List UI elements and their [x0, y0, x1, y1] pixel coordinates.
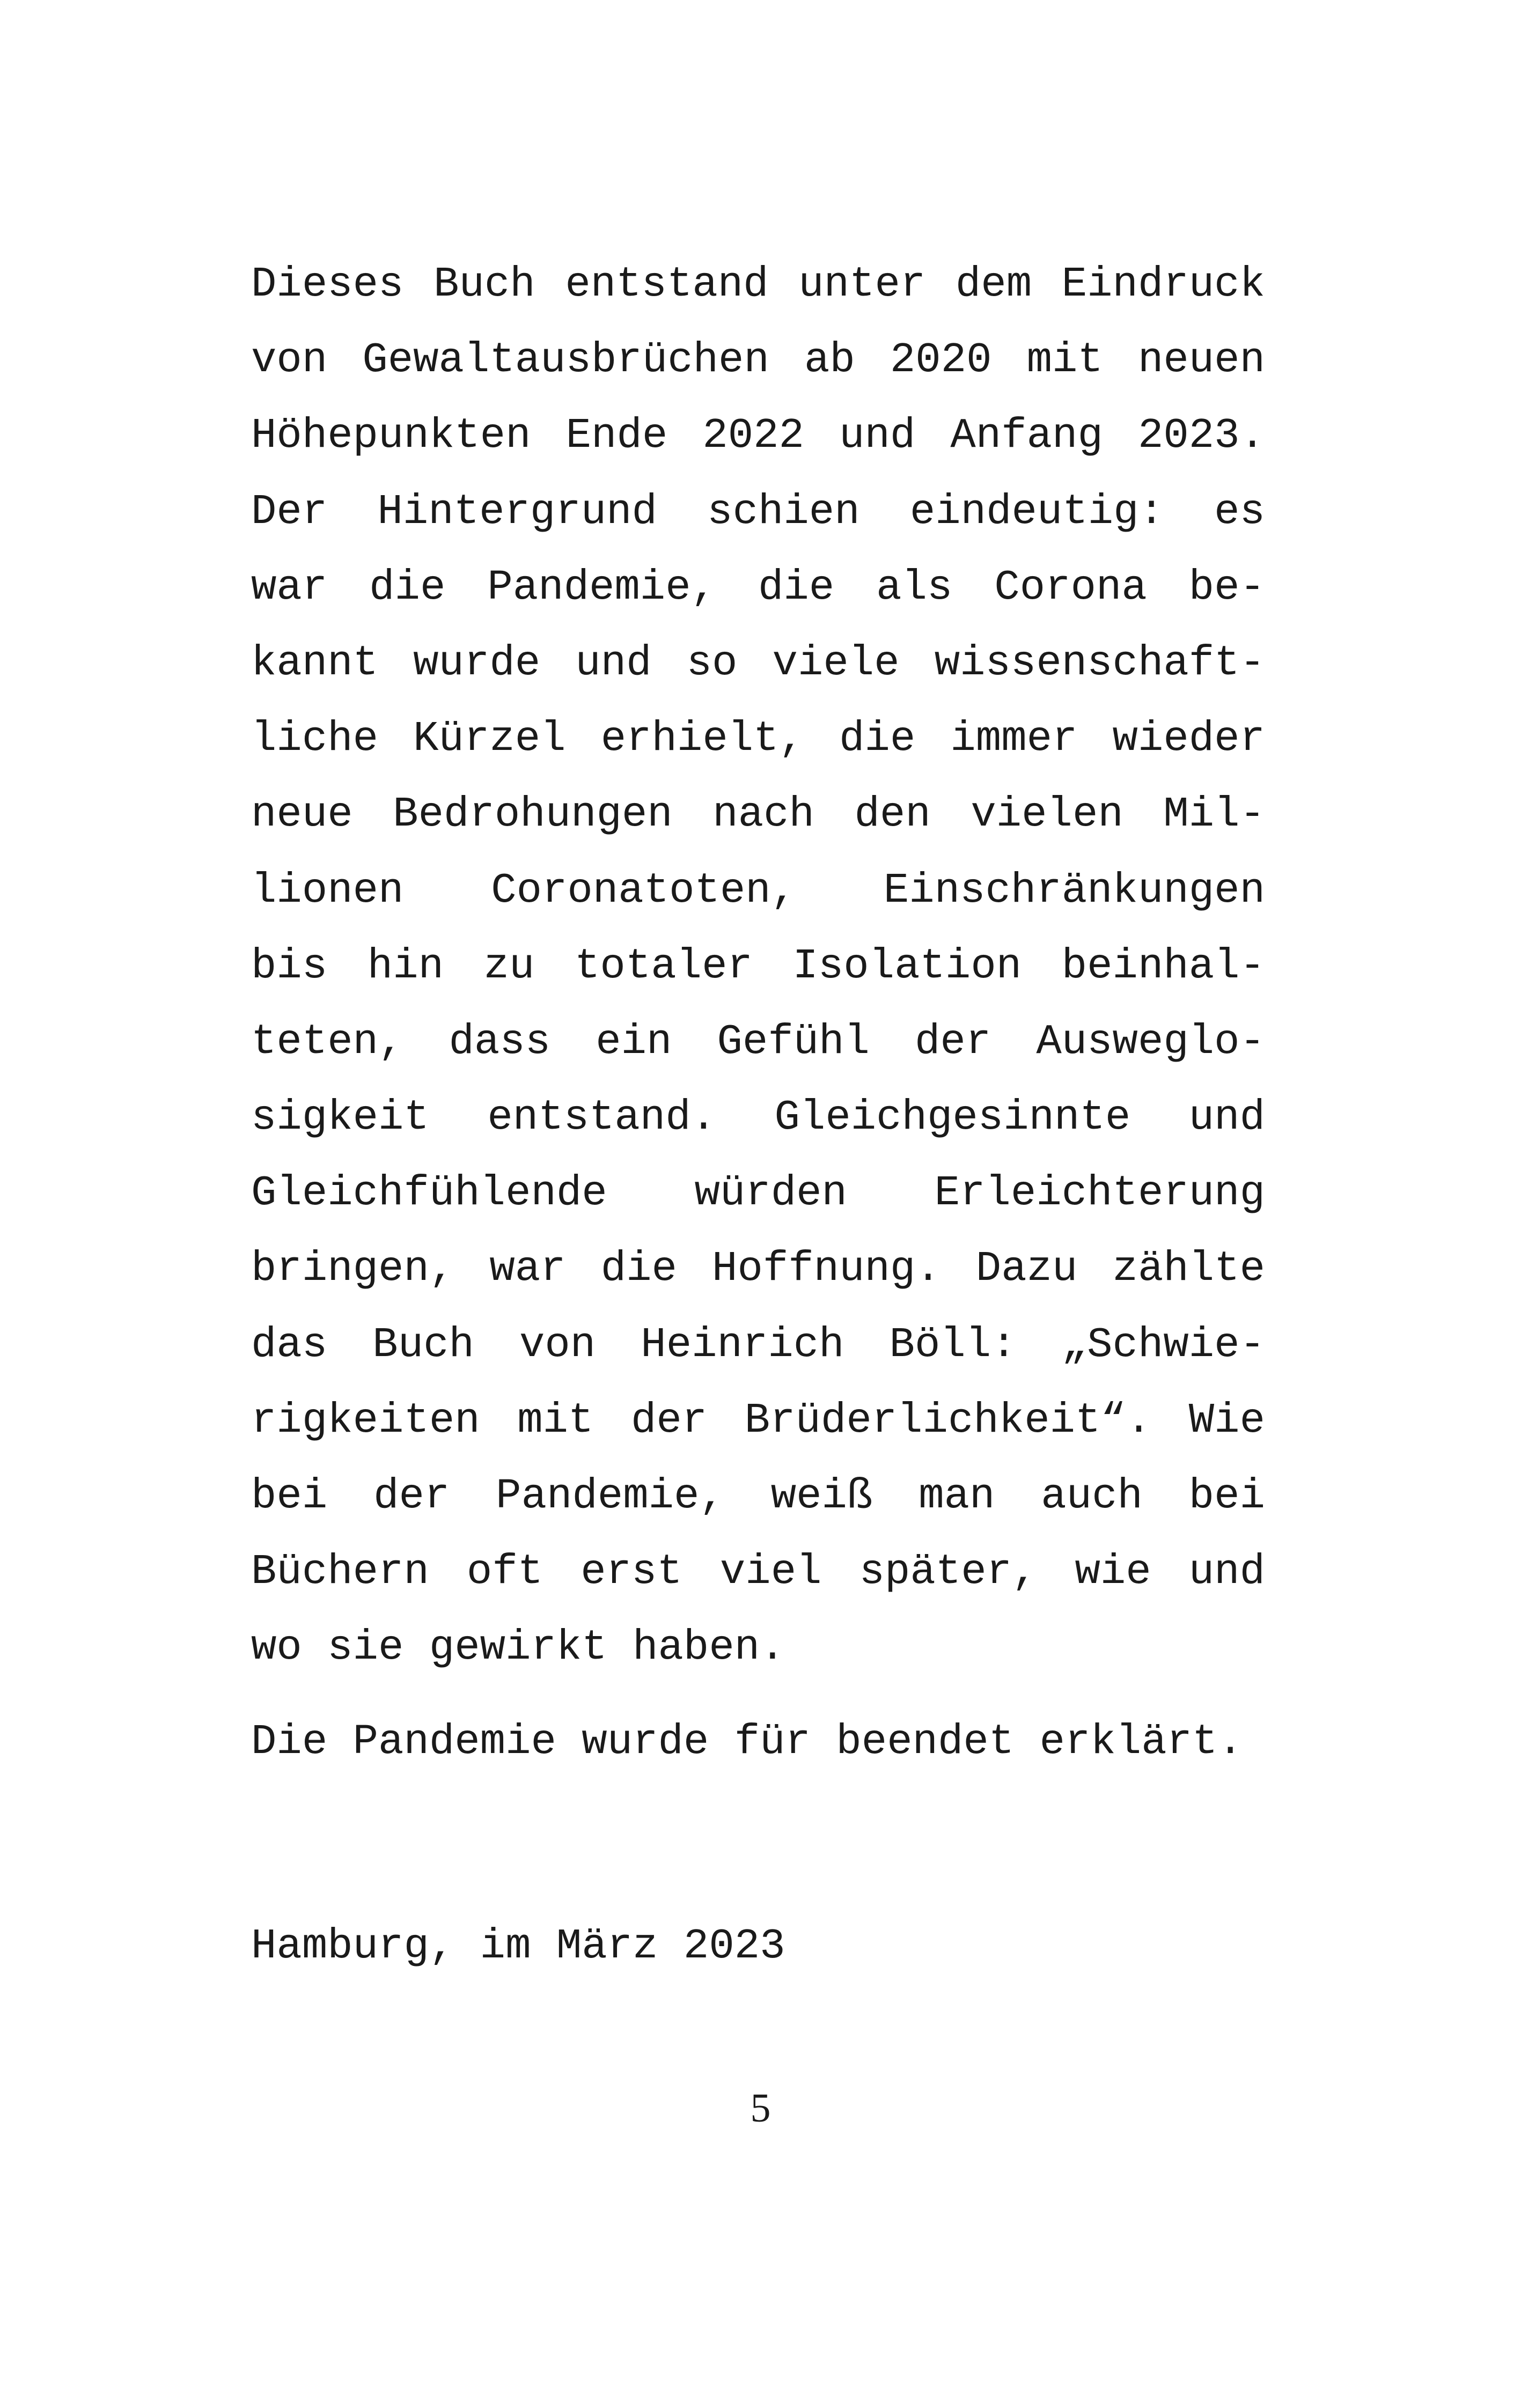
text-line: war die Pandemie, die als Corona be- [251, 563, 1265, 612]
place-date-signature: Hamburg, im März 2023 [251, 1922, 785, 1970]
text-line: bei der Pandemie, weiß man auch bei [251, 1472, 1265, 1520]
text-line: sigkeit entstand. Gleichgesinnte und [251, 1093, 1265, 1142]
text-line: Dieses Buch entstand unter dem Eindruck [251, 260, 1265, 308]
text-line: liche Kürzel erhielt, die immer wieder [251, 715, 1265, 763]
page-number: 5 [750, 2086, 771, 2131]
text-line: Gleichfühlende würden Erleichterung [251, 1169, 1265, 1218]
text-line: rigkeiten mit der Brüderlichkeit“. Wie [251, 1396, 1265, 1445]
text-line: von Gewaltausbrüchen ab 2020 mit neuen [251, 336, 1265, 385]
text-line: Der Hintergrund schien eindeutig: es [251, 487, 1265, 536]
text-line: neue Bedrohungen nach den vielen Mil- [251, 790, 1265, 839]
text-line: das Buch von Heinrich Böll: „Schwie- [251, 1320, 1265, 1369]
paragraph-main [251, 247, 1265, 1686]
text-line: teten, dass ein Gefühl der Ausweglo- [251, 1017, 1265, 1066]
text-line: bis hin zu totaler Isolation beinhal- [251, 941, 1265, 990]
text-line: lionen Coronatoten, Einschränkungen [251, 866, 1265, 915]
text-line: bringen, war die Hoffnung. Dazu zählte [251, 1244, 1265, 1293]
text-line: Höhepunkten Ende 2022 und Anfang 2023. [251, 411, 1265, 460]
paragraph-closing: Die Pandemie wurde für beendet erklärt. [251, 1718, 1243, 1766]
text-line-last: wo sie gewirkt haben. [251, 1623, 785, 1672]
text-line: kannt wurde und so viele wissenschaft- [251, 638, 1265, 687]
text-line: Büchern oft erst viel später, wie und [251, 1548, 1265, 1596]
